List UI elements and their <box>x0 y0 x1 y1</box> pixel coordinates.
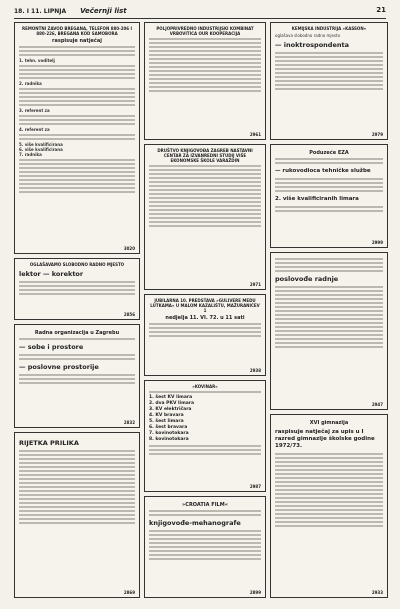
ad-item: 4. referent za <box>19 127 50 132</box>
ad-headline: knjigovođe-mehanografe <box>149 519 241 527</box>
ad-headline: lektor — korektor <box>19 270 84 278</box>
ad-title: XVI gimnazija <box>309 420 349 426</box>
ad-kovinar <box>144 380 266 492</box>
ad-number: 2856 <box>123 312 135 317</box>
page-number: 21 <box>376 6 386 14</box>
ad-number: 2899 <box>249 590 261 595</box>
ad-headline: 2. više kvalificiranih limara <box>275 196 359 202</box>
ad-subtitle: nedjelja 11. VI. 72. u 11 sati <box>165 315 245 321</box>
ad-jubilarna-predstava <box>144 294 266 376</box>
ad-number: 2999 <box>371 240 383 245</box>
ad-headline: — rukovodioca tehničke službe <box>275 168 371 174</box>
ad-title: Radna organizacija u Zagrebu <box>34 330 120 336</box>
ad-title: POLJOPRIVREDNO INDUSTRIJSKI KOMBINAT VRBOVITICA OUR KOOPERACIJA <box>156 26 254 36</box>
ad-title: OGLAŠAVAMO SLOBODNO RADNO MJESTO <box>29 262 125 267</box>
ad-item: 1. šest KV limara <box>149 395 193 400</box>
ad-title: »CROATIA FILM« <box>182 502 228 508</box>
ad-eza <box>270 144 388 248</box>
ad-lektor <box>14 258 140 320</box>
ad-title: »KOVINAR« <box>192 384 218 389</box>
ad-poslovode-radnje <box>270 252 388 410</box>
ad-title: RIJETKA PRILIKA <box>19 439 79 447</box>
ad-item: 8. kovinotokara <box>149 437 189 442</box>
ad-item: 5. šest limara <box>149 419 184 424</box>
ad-kasson <box>270 22 388 140</box>
ad-title: KEMIJSKA INDUSTRIJA »KASSON« <box>291 26 367 31</box>
ad-drustvo-knjigovoda <box>144 144 266 290</box>
ad-item: 3. referent za <box>19 108 50 113</box>
ad-number: 2979 <box>371 132 383 137</box>
ad-number: 2869 <box>123 590 135 595</box>
ad-croatia-film <box>144 496 266 598</box>
ad-number: 2938 <box>249 368 261 373</box>
ad-rijetka-prilika <box>14 432 140 598</box>
ad-headline: — poslovne prostorije <box>19 363 99 371</box>
ad-headline: raspisuje natječaj za upis u I razred gimnazije školske godine 1972/73. <box>275 429 375 449</box>
ad-number: 2971 <box>249 282 261 287</box>
ad-item: 2. dva PKV limara <box>149 401 195 406</box>
ad-item: 7. radnika <box>19 152 42 157</box>
ad-item: 6. šest bravara <box>149 425 188 430</box>
ad-item: 1. tehn. voditelj <box>19 58 55 63</box>
ad-subtitle: raspisuje natječaj <box>52 38 102 44</box>
ad-number: 2832 <box>123 420 135 425</box>
ad-title: DRUŠTVO KNJIGOVOĐA ZAGREB NASTAVNI CENTAR ZA IZVANREDNI STUDIJ VIŠE EKONOMSKE ŠKOLE VARAŽDIN <box>157 148 253 163</box>
ad-vrbovitica <box>144 22 266 140</box>
ad-item: 7. kovinotokara <box>149 431 189 436</box>
ad-title: Poduzeće EZA <box>309 150 349 156</box>
ad-headline: poslovođe radnje <box>275 275 339 283</box>
ad-headline: — sobe i prostore <box>19 343 84 351</box>
ad-item: 2. radnika <box>19 81 42 86</box>
ad-item: 6. više kvalificirana <box>19 147 63 152</box>
ad-subtitle: oglašava slobodno radno mjesto <box>275 33 341 38</box>
ad-item: 5. više kvalificirana <box>19 142 63 147</box>
ad-number: 3020 <box>123 246 135 251</box>
masthead <box>14 4 386 19</box>
ad-gimnazija <box>270 414 388 598</box>
ad-title: REMONTNI ZAVOD BREGANA, TELEFON 880-206 I 880-226, BREGANA KOD SAMOBORA <box>22 26 132 36</box>
ad-item: 4. KV bravara <box>149 413 184 418</box>
paper-title: Večernji list <box>80 7 127 15</box>
ad-radna-organizacija <box>14 324 140 428</box>
issue-date: 18. I 11. LIPNJA <box>14 7 67 15</box>
ad-title: JUBILARNA 10. PREDSTAVA »GULIVERE MEDU LUTKAMA« U MALOM KAZALIŠTU, MAŽURANIĆEV 1 <box>150 298 260 313</box>
ad-number: 2987 <box>249 484 261 489</box>
ad-item: 3. KV električara <box>149 407 192 412</box>
ad-number: 2961 <box>249 132 261 137</box>
ad-number: 2933 <box>371 590 383 595</box>
ad-headline: — inoktrospondenta <box>275 41 349 49</box>
ad-number: 2947 <box>371 402 383 407</box>
ad-remontni-zavod <box>14 22 140 254</box>
